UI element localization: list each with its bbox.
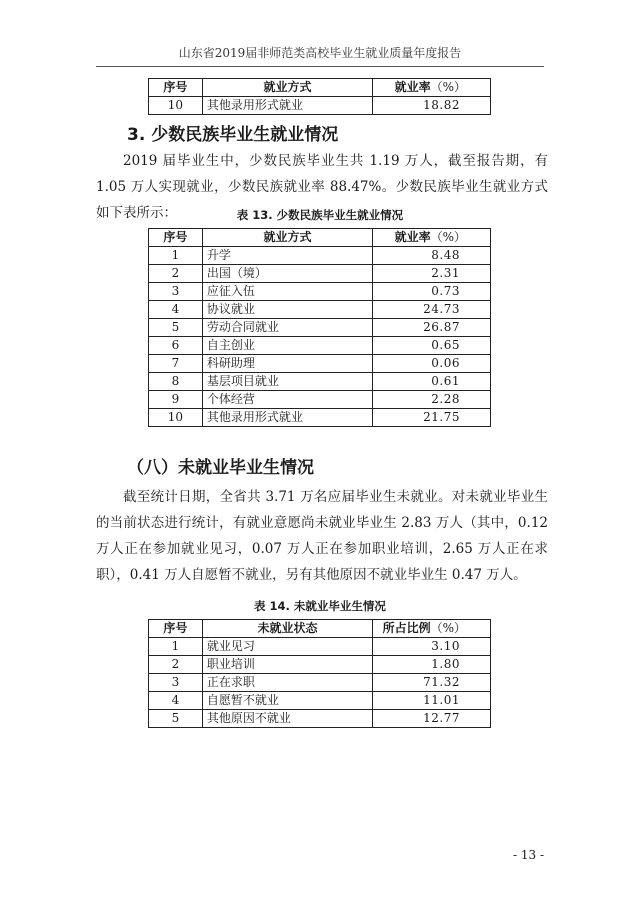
col-header-no: 序号: [149, 79, 203, 97]
col-header-rate: 就业率（%）: [373, 229, 491, 247]
cell-method: 科研助理: [202, 355, 372, 373]
cell-rate: 0.61: [373, 373, 491, 391]
cell-status: 就业见习: [202, 638, 372, 656]
cell-no: 10: [149, 409, 203, 427]
section-heading-minority: 3. 少数民族毕业生就业情况: [127, 125, 339, 145]
cell-rate: 8.48: [373, 247, 491, 265]
cell-method: 个体经营: [202, 391, 372, 409]
cell-no: 4: [149, 301, 203, 319]
table-continued: [148, 78, 491, 115]
table-row: [149, 409, 491, 427]
cell-rate: 2.28: [373, 391, 491, 409]
table-row: [149, 319, 491, 337]
cell-no: 3: [149, 674, 203, 692]
cell-status: 正在求职: [202, 674, 372, 692]
table-header-row: [149, 229, 491, 247]
cell-no: 3: [149, 283, 203, 301]
cell-no: 2: [149, 656, 203, 674]
cell-rate: 0.73: [373, 283, 491, 301]
table14: [148, 619, 491, 728]
table-row: [149, 710, 491, 728]
cell-no: 10: [149, 97, 203, 115]
col-header-no: 序号: [149, 620, 203, 638]
table-row: [149, 265, 491, 283]
table13: [148, 228, 491, 427]
table-row: [149, 638, 491, 656]
cell-rate: 24.73: [373, 301, 491, 319]
cell-status: 其他原因不就业: [202, 710, 372, 728]
cell-rate: 2.31: [373, 265, 491, 283]
table-row: [149, 355, 491, 373]
cell-method: 其他录用形式就业: [202, 97, 372, 115]
cell-no: 9: [149, 391, 203, 409]
cell-rate: 26.87: [373, 319, 491, 337]
cell-no: 7: [149, 355, 203, 373]
cell-method: 其他录用形式就业: [202, 409, 372, 427]
cell-rate: 3.10: [373, 638, 491, 656]
cell-no: 4: [149, 692, 203, 710]
table-header-row: [149, 79, 491, 97]
table-row: [149, 97, 491, 115]
cell-no: 8: [149, 373, 203, 391]
cell-rate: 71.32: [373, 674, 491, 692]
section-heading-unemployed: （八）未就业毕业生情况: [127, 458, 314, 478]
table13-caption: 表 13. 少数民族毕业生就业情况: [236, 208, 404, 222]
table-row: [149, 674, 491, 692]
cell-status: 自愿暂不就业: [202, 692, 372, 710]
col-header-status: 未就业状态: [202, 620, 372, 638]
table-row: [149, 373, 491, 391]
table-row: [149, 283, 491, 301]
col-header-rate: 就业率（%）: [373, 79, 491, 97]
cell-method: 自主创业: [202, 337, 372, 355]
table-row: [149, 301, 491, 319]
table-row: [149, 656, 491, 674]
cell-method: 升学: [202, 247, 372, 265]
table-header-row: [149, 620, 491, 638]
cell-method: 应征入伍: [202, 283, 372, 301]
cell-rate: 1.80: [373, 656, 491, 674]
table-row: [149, 247, 491, 265]
table14-caption: 表 14. 未就业毕业生情况: [254, 599, 386, 613]
col-header-share: 所占比例（%）: [373, 620, 491, 638]
cell-rate: 18.82: [373, 97, 491, 115]
col-header-method: 就业方式: [202, 229, 372, 247]
table-row: [149, 692, 491, 710]
col-header-method: 就业方式: [202, 79, 372, 97]
cell-rate: 0.65: [373, 337, 491, 355]
cell-no: 2: [149, 265, 203, 283]
cell-rate: 21.75: [373, 409, 491, 427]
paragraph-unemployed: 截至统计日期，全省共 3.71 万名应届毕业生未就业。对未就业毕业生的当前状态进行统计，有就业意愿尚未就业毕业生 2.83 万人（其中，0.12 万人正在参加就业见习，0.07 万人正在参加职业培训，2.65 万人正在求职），0.41 万人自愿暂不就业，另有其他原因不就业毕业生 0.47 万人。: [96, 489, 548, 583]
paragraph-minority: 2019 届毕业生中，少数民族毕业生共 1.19 万人，截至报告期，有 1.05 万人实现就业，少数民族就业率 88.47%。少数民族毕业生就业方式如下表所示：: [96, 153, 548, 221]
cell-no: 5: [149, 319, 203, 337]
page-header: 山东省2019届非师范类高校毕业生就业质量年度报告: [178, 46, 462, 60]
cell-rate: 0.06: [373, 355, 491, 373]
header-rule: [96, 66, 544, 67]
page-number: - 13 -: [512, 848, 544, 862]
table-row: [149, 337, 491, 355]
cell-method: 劳动合同就业: [202, 319, 372, 337]
cell-no: 5: [149, 710, 203, 728]
table-row: [149, 391, 491, 409]
col-header-no: 序号: [149, 229, 203, 247]
cell-method: 协议就业: [202, 301, 372, 319]
cell-no: 1: [149, 247, 203, 265]
cell-status: 职业培训: [202, 656, 372, 674]
cell-method: 基层项目就业: [202, 373, 372, 391]
cell-rate: 11.01: [373, 692, 491, 710]
cell-no: 6: [149, 337, 203, 355]
cell-method: 出国（境）: [202, 265, 372, 283]
cell-rate: 12.77: [373, 710, 491, 728]
cell-no: 1: [149, 638, 203, 656]
